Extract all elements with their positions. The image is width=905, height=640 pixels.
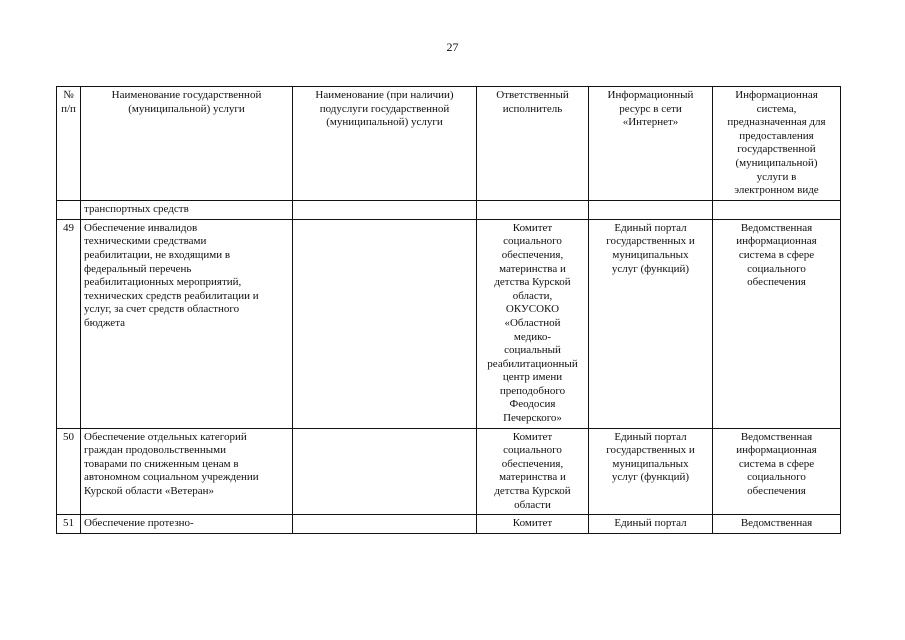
services-table	[56, 86, 841, 534]
header-line: п/п	[61, 102, 76, 115]
header-line: услуги в	[756, 170, 797, 183]
cell-line: реабилитации, не входящими в	[84, 248, 231, 261]
cell-executor	[477, 428, 589, 515]
cell-internet-resource	[589, 428, 713, 515]
cell-line: муниципальных	[612, 248, 689, 261]
cell-subservice-name	[293, 428, 477, 515]
cell-info-system	[713, 515, 841, 534]
cell-line: ОКУСОКО	[505, 303, 560, 316]
header-line: Наименование (при наличии)	[315, 89, 454, 101]
header-line: (муниципальной) услуги	[128, 102, 245, 115]
cell-executor	[477, 219, 589, 428]
header-line: подуслуги государственной	[319, 102, 450, 115]
cell-line: материнства и	[499, 471, 566, 484]
cell-line: услуг (функций)	[611, 471, 690, 484]
cell-info-system	[713, 200, 841, 219]
table-row	[57, 219, 841, 428]
cell-subservice-name	[293, 219, 477, 428]
cell-line: государственных и	[606, 235, 695, 248]
cell-line: «Областной	[504, 316, 561, 329]
cell-line: Комитет	[512, 517, 553, 530]
cell-line: детства Курской	[494, 276, 571, 289]
cell-line: Единый портал	[614, 221, 687, 234]
cell-line: информационная	[736, 235, 817, 248]
cell-line: техническими средствами	[84, 235, 207, 248]
cell-line: обеспечения,	[501, 248, 564, 261]
cell-line: детства Курской	[494, 485, 571, 498]
cell-line: социального	[503, 444, 562, 457]
cell-line: области,	[512, 289, 553, 302]
cell-num: 49	[57, 219, 81, 428]
cell-subservice-name	[293, 200, 477, 219]
cell-line: услуг (функций)	[611, 262, 690, 275]
cell-line: социального	[747, 471, 806, 484]
cell-line: граждан продовольственными	[84, 444, 226, 457]
cell-service-name	[81, 515, 293, 534]
header-internet-resource	[589, 87, 713, 201]
table-row-continuation	[57, 200, 841, 219]
cell-line: Единый портал	[614, 517, 687, 530]
cell-line: система в сфере	[738, 457, 815, 470]
cell-line: бюджета	[84, 316, 126, 329]
table-header-row	[57, 87, 841, 201]
header-service-name	[81, 87, 293, 201]
cell-line: реабилитационный	[487, 357, 578, 370]
header-line: №	[63, 89, 74, 101]
header-line: Наименование государственной	[111, 89, 262, 101]
cell-line: обеспечения,	[501, 457, 564, 470]
header-line: государственной	[737, 143, 816, 156]
cell-num	[57, 200, 81, 219]
cell-line: центр имени	[502, 371, 563, 384]
header-line: предназначенная для	[727, 116, 826, 129]
table-row	[57, 428, 841, 515]
cell-info-system	[713, 219, 841, 428]
cell-line: материнства и	[499, 262, 566, 275]
cell-line: государственных и	[606, 444, 695, 457]
cell-line: области	[514, 498, 551, 511]
cell-line: социального	[747, 262, 806, 275]
header-line: электронном виде	[734, 184, 819, 197]
cell-line: товарами по сниженным ценам в	[84, 457, 239, 470]
cell-line: преподобного	[499, 384, 566, 397]
cell-line: Феодосия	[509, 398, 556, 411]
cell-subservice-name	[293, 515, 477, 534]
cell-executor	[477, 200, 589, 219]
cell-line: Комитет	[512, 430, 553, 443]
cell-service-name: транспортных средств	[81, 200, 293, 219]
cell-line: Обеспечение отдельных категорий	[84, 430, 247, 443]
cell-internet-resource	[589, 200, 713, 219]
header-num	[57, 87, 81, 201]
cell-line: Ведомственная	[740, 517, 813, 530]
header-line: исполнитель	[502, 102, 563, 115]
cell-line: обеспечения	[747, 276, 806, 289]
cell-service-name	[81, 219, 293, 428]
cell-line: Обеспечение инвалидов	[84, 221, 198, 234]
cell-internet-resource	[589, 515, 713, 534]
header-line: (муниципальной)	[735, 156, 818, 169]
header-line: Информационный	[607, 89, 694, 101]
header-line: (муниципальной) услуги	[326, 116, 443, 129]
cell-num: 51	[57, 515, 81, 534]
cell-line: технических средств реабилитации и	[84, 289, 259, 302]
header-line: «Интернет»	[622, 116, 679, 129]
cell-line: федеральный перечень	[84, 262, 192, 275]
header-line: система,	[756, 102, 797, 115]
table-row	[57, 515, 841, 534]
cell-line: социального	[503, 235, 562, 248]
header-line: Ответственный	[496, 89, 569, 101]
cell-service-name	[81, 428, 293, 515]
header-line: Информационная	[735, 89, 818, 101]
cell-line: система в сфере	[738, 248, 815, 261]
cell-line: социальный	[504, 344, 561, 357]
cell-line: Комитет	[512, 221, 553, 234]
cell-line: муниципальных	[612, 457, 689, 470]
header-info-system	[713, 87, 841, 201]
cell-line: Печерского»	[503, 412, 562, 425]
cell-line: информационная	[736, 444, 817, 457]
cell-line: реабилитационных мероприятий,	[84, 276, 242, 289]
cell-executor	[477, 515, 589, 534]
cell-line: автономном социальном учреждении	[84, 471, 259, 484]
header-subservice-name	[293, 87, 477, 201]
cell-line: Обеспечение протезно-	[84, 517, 194, 530]
cell-internet-resource	[589, 219, 713, 428]
cell-num: 50	[57, 428, 81, 515]
cell-line: услуг, за счет средств областного	[84, 303, 240, 316]
cell-line: Ведомственная	[740, 221, 813, 234]
cell-info-system	[713, 428, 841, 515]
page-number: 27	[446, 40, 459, 54]
cell-line: медико-	[513, 330, 552, 343]
cell-line: Курской области «Ветеран»	[84, 485, 215, 498]
header-line: предоставления	[739, 129, 814, 142]
header-executor	[477, 87, 589, 201]
cell-line: Ведомственная	[740, 430, 813, 443]
cell-line: обеспечения	[747, 485, 806, 498]
header-line: ресурс в сети	[619, 102, 682, 115]
cell-line: Единый портал	[614, 430, 687, 443]
